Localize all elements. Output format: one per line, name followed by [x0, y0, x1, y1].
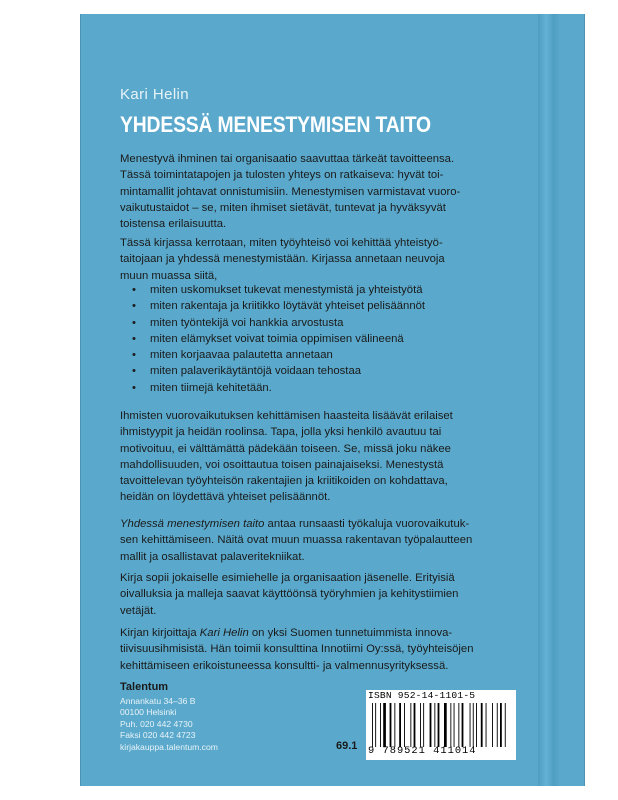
author-name: Kari Helin	[120, 86, 190, 103]
text-line	[120, 516, 530, 532]
text-line: Ihmisten vuorovaikutuksen kehittämisen haasteita lisäävät erilaiset	[120, 410, 453, 422]
barcode-bar	[450, 703, 451, 747]
text-line: Menestyvä ihminen tai organisaatio saavuttaa tärkeät tavoitteensa.	[120, 153, 455, 165]
barcode-bar	[375, 703, 376, 747]
barcode-bar	[404, 703, 405, 747]
text-line: vaikutustaidot – se, miten ihmiset sietävät, tuntevat ja hyväksyvät	[120, 201, 446, 214]
ean-number: 9 789521 411014	[368, 745, 477, 757]
text-line: Tässä kirjassa kerrotaan, miten työyhteisö voi kehittää yhteistyö-	[120, 237, 443, 249]
barcode-bar	[505, 703, 506, 747]
text-line: toistensa erilaisuutta.	[120, 218, 227, 231]
barcode-bar	[394, 703, 395, 747]
address-line: Puh. 020 442 4730	[120, 718, 193, 729]
list-item-text: miten työntekijä voi hankkia arvostusta	[150, 316, 344, 329]
list-item-text: miten korjaavaa palautetta annetaan	[150, 349, 333, 362]
barcode-bar	[444, 703, 447, 747]
text-line: tavoittelevan työyhteisön rakentajien ja kriitikoiden on kohdattava,	[120, 475, 448, 488]
barcode-bar	[383, 703, 386, 747]
blurb-paragraph-5	[120, 570, 530, 619]
text-fragment: antaa runsaasti työkaluja vuorovaikutuk-	[264, 518, 470, 530]
book-spine	[538, 14, 585, 786]
list-item	[130, 380, 425, 396]
address-line: 00100 Helsinki	[120, 707, 177, 718]
bullet-icon: •	[132, 284, 136, 296]
barcode-bar	[486, 703, 487, 747]
barcode-bar	[454, 703, 455, 747]
barcode-bar	[410, 703, 411, 747]
barcode-bar	[470, 703, 471, 747]
barcode-bar	[420, 703, 421, 747]
address-line: Annankatu 34–36 B	[120, 696, 196, 706]
barcode-bar	[497, 703, 498, 747]
isbn-number: ISBN 952-14-1101-5	[368, 690, 476, 701]
barcode-bar	[500, 703, 502, 747]
barcode-bar	[458, 703, 459, 747]
list-item	[130, 331, 425, 347]
topics-bullet-list	[130, 282, 425, 396]
barcode-bar	[430, 703, 432, 747]
text-line: taitojaan ja yhdessä menestymistään. Kirjassa annetaan neuvoja	[120, 253, 445, 266]
book-title-italic: Yhdessä menestymisen taito	[120, 518, 265, 530]
barcode-bar	[438, 703, 440, 747]
barcode-bar	[462, 703, 464, 747]
barcode-bar	[399, 703, 401, 747]
barcode-bar	[476, 703, 477, 747]
barcode-bar	[481, 703, 483, 747]
text-line: kehittämiseen erikoistuneessa konsultti- ja valmennusyrityksessä.	[120, 659, 449, 672]
text-line: tiivisuusihmisistä. Hän toimii konsulttina Innotiimi Oy:ssä, työyhteisöjen	[120, 643, 474, 656]
bullet-icon: •	[132, 365, 136, 378]
list-item	[130, 315, 425, 331]
text-line: mallit ja osallistavat palaveritekniikat.	[120, 550, 305, 563]
barcode-bar	[434, 703, 435, 747]
barcode-bar	[380, 703, 381, 747]
text-line: mintamallit johtavat onnistumisiin. Menestymisen varmistavat vuoro-	[120, 185, 461, 198]
author-name-italic: Kari Helin	[199, 627, 249, 639]
text-line: motivoituu, ei välttämättä pädekään toiseen. Se, missä joku näkee	[120, 442, 451, 455]
barcode-bar	[492, 703, 493, 747]
publisher-address	[120, 696, 218, 753]
text-fragment: Kirjan kirjoittaja	[120, 627, 200, 639]
author-bio	[120, 625, 530, 674]
barcode-bar	[390, 703, 392, 747]
text-line: mahdollisuuden, voi osoittautua toisen painajaiseksi. Menestystä	[120, 458, 444, 471]
barcode-bar	[372, 703, 373, 747]
blurb-paragraph-2	[120, 235, 530, 284]
list-item-text: miten elämykset voivat toimia oppimisen välineenä	[150, 332, 404, 345]
publisher-url: kirjakauppa.talentum.com	[120, 741, 218, 752]
bullet-icon: •	[132, 381, 136, 394]
barcode-bar	[414, 703, 416, 747]
list-item	[130, 298, 425, 314]
list-item-text: miten uskomukset tukevat menestymistä ja yhteistyötä	[150, 284, 423, 296]
publisher-name: Talentum	[120, 681, 169, 693]
list-item-text: miten tiimejä kehitetään.	[150, 381, 272, 394]
address-line: Faksi 020 442 4723	[120, 730, 196, 741]
list-item-text: miten palaverikäytäntöjä voidaan tehostaa	[150, 365, 362, 378]
barcode-bar	[473, 703, 474, 747]
blurb-paragraph-4	[120, 516, 530, 565]
barcode-icon	[372, 703, 510, 747]
text-line: oivalluksia ja malleja saavat käyttöönsä työryhmien ja kehitystiimien	[120, 588, 459, 601]
text-line: muun muassa siitä,	[120, 269, 218, 282]
bullet-icon: •	[132, 316, 136, 329]
list-item	[130, 347, 425, 363]
list-item	[130, 282, 425, 298]
list-item-text: miten rakentaja ja kriitikko löytävät yhteiset pelisäännöt	[150, 300, 426, 313]
text-line: Tässä toimintatapojen ja tulosten yhteys on ratkaiseva: hyvät toi-	[120, 169, 444, 182]
text-line: vetäjät.	[120, 604, 157, 617]
list-item	[130, 363, 425, 379]
text-line: heidän on löydettävä yhteiset pelisäännöt.	[120, 491, 331, 504]
blurb-paragraph-3	[120, 408, 530, 506]
book-title: YHDESSÄ MENESTYMISEN TAITO	[120, 112, 431, 137]
price-code: 69.1	[336, 740, 358, 752]
text-fragment: on yksi Suomen tunnetuimmista innova-	[248, 627, 453, 639]
text-line: ihmistyypit ja heidän roolinsa. Tapa, jolla yksi henkilö avautuu tai	[120, 426, 442, 439]
blurb-paragraph-1	[120, 151, 530, 232]
text-line: sen kehittämiseen. Näitä ovat muun muassa rakentavan työpalautteen	[120, 534, 473, 547]
text-line	[120, 625, 530, 641]
bullet-icon: •	[132, 349, 136, 362]
bullet-icon: •	[132, 300, 136, 313]
barcode-bar	[423, 703, 424, 747]
text-line: Kirja sopii jokaiselle esimiehelle ja organisaation jäsenelle. Erityisiä	[120, 572, 455, 584]
bullet-icon: •	[132, 332, 136, 345]
